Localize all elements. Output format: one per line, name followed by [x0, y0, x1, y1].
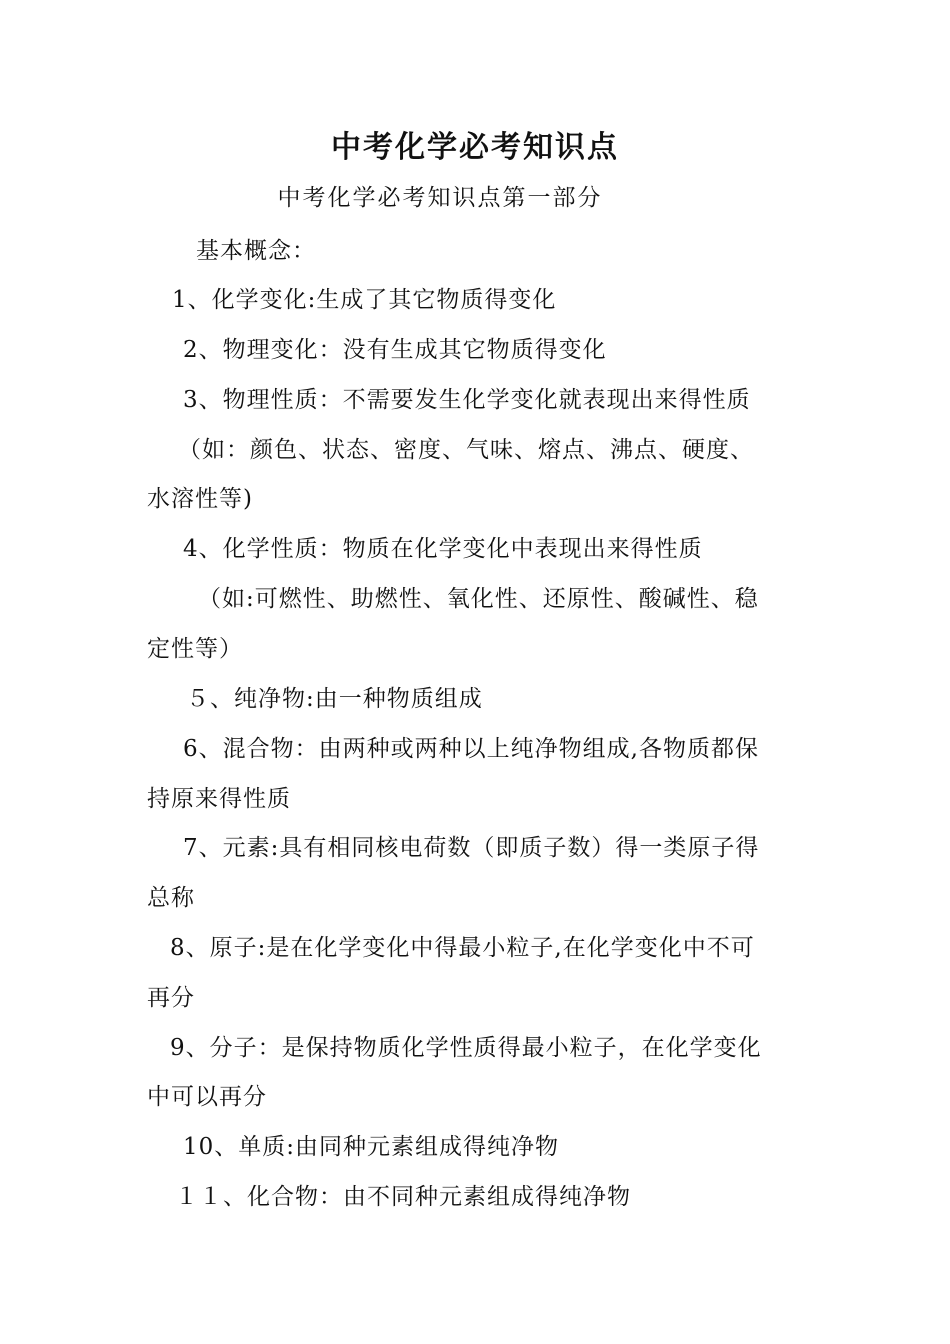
section-heading: 基本概念： — [196, 238, 316, 264]
text-line: 总称 — [147, 885, 195, 911]
text-line: 定性等） — [147, 636, 243, 662]
text-line: 2、物理变化：没有生成其它物质得变化 — [183, 337, 607, 363]
text-line: １１、化合物：由不同种元素组成得纯净物 — [175, 1184, 631, 1210]
text-line: （如:可燃性、助燃性、氧化性、还原性、酸碱性、稳 — [198, 586, 759, 612]
document-title: 中考化学必考知识点 — [331, 130, 619, 165]
text-line: 10、单质:由同种元素组成得纯净物 — [183, 1134, 560, 1160]
text-line: 7、元素:具有相同核电荷数（即质子数）得一类原子得 — [183, 835, 760, 861]
text-line: 4、化学性质：物质在化学变化中表现出来得性质 — [183, 536, 703, 562]
text-line: 中可以再分 — [147, 1084, 267, 1110]
text-line: 再分 — [147, 985, 195, 1011]
text-line: 8、原子:是在化学变化中得最小粒子,在化学变化中不可 — [170, 935, 755, 961]
text-line: ５、纯净物:由一种物质组成 — [186, 686, 483, 712]
text-line: 3、物理性质：不需要发生化学变化就表现出来得性质 — [183, 387, 751, 413]
text-line: 1、化学变化:生成了其它物质得变化 — [172, 287, 557, 313]
text-line: 水溶性等) — [147, 486, 253, 512]
document-subtitle: 中考化学必考知识点第一部分 — [277, 185, 603, 211]
text-line: （如：颜色、状态、密度、气味、熔点、沸点、硬度、 — [178, 437, 754, 463]
text-line: 持原来得性质 — [147, 786, 291, 812]
text-line: 9、分子：是保持物质化学性质得最小粒子，在化学变化 — [170, 1035, 762, 1061]
text-line: 6、混合物：由两种或两种以上纯净物组成,各物质都保 — [183, 736, 759, 762]
